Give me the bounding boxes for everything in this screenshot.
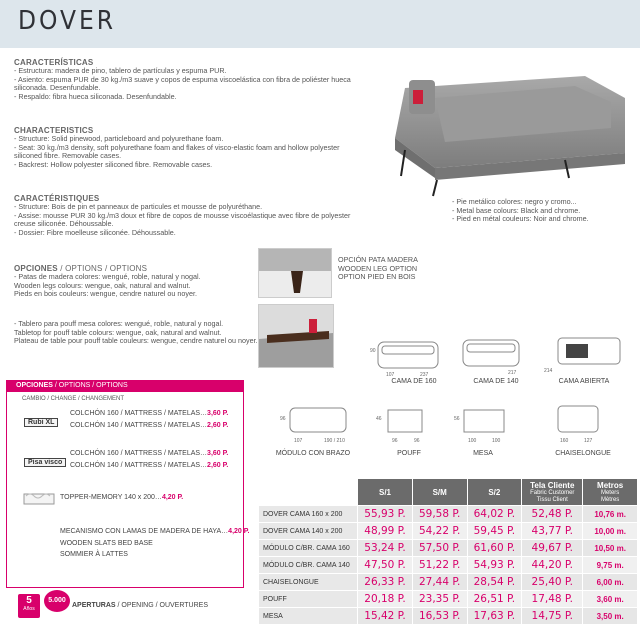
metal-legs-info — [452, 198, 589, 224]
table-row — [259, 574, 638, 591]
characteristics-es-heading: CARACTERÍSTICAS — [14, 58, 94, 67]
svg-text:46: 46 — [376, 416, 382, 422]
modulo-diagram — [280, 408, 346, 444]
caption-mesa: MESA — [473, 450, 493, 457]
mechanism-line: WOODEN SLATS BED BASE — [60, 540, 153, 547]
meters-cell: 10,50 m. — [583, 540, 638, 557]
char-fr-line: - Dossier: Fibre moelleuse siliconée. Déhoussable. — [14, 227, 176, 237]
row-name: MÓDULO C/BR. CAMA 160 — [259, 540, 358, 557]
svg-text:127: 127 — [584, 438, 593, 444]
table-row — [259, 608, 638, 625]
price-cell: 20,18 P. — [358, 591, 413, 608]
price-cell: 44,20 P. — [522, 557, 583, 574]
options-panel-title: OPCIONES / OPTIONS / OPTIONS — [6, 380, 244, 392]
tabletop-section — [14, 319, 258, 346]
wooden-leg-photo — [258, 248, 332, 298]
table-row — [259, 591, 638, 608]
metal-legs-line: - Metal base colours: Black and chrome. — [452, 205, 581, 215]
openings-badge: 5.000 — [44, 590, 70, 612]
characteristics-en — [14, 126, 374, 169]
svg-text:56: 56 — [454, 416, 460, 422]
char-es-line: - Respaldo: fibra hueca siliconada. Desenfundable. — [14, 91, 177, 101]
svg-text:217: 217 — [508, 370, 517, 376]
char-en-line: siliconed fibre. Removable cases. — [14, 151, 122, 161]
svg-text:96: 96 — [414, 438, 420, 444]
topper-mattress-icon — [22, 488, 56, 510]
mechanism-line: SOMMIER À LATTES — [60, 551, 128, 558]
price-cell: 59,58 P. — [412, 506, 467, 523]
price-cell: 16,53 P. — [412, 608, 467, 625]
price-cell: 64,02 P. — [467, 506, 522, 523]
svg-text:237: 237 — [420, 372, 429, 378]
sofa-photo — [375, 58, 633, 198]
char-fr-line: creuse siliconée. Déhoussable. — [14, 219, 114, 229]
price-cell: 28,54 P. — [467, 574, 522, 591]
price-cell: 54,93 P. — [467, 557, 522, 574]
row-name: MÓDULO C/BR. CAMA 140 — [259, 557, 358, 574]
char-es-line: siliconada. Desenfundable. — [14, 83, 101, 93]
price-cell: 59,45 P. — [467, 523, 522, 540]
characteristics-en-heading: CHARACTERISTICS — [14, 126, 94, 135]
mesa-diagram — [454, 410, 504, 444]
caption-pouff: POUFF — [397, 450, 421, 457]
characteristics-fr — [14, 194, 374, 237]
price-row: COLCHÓN 160 / MATTRESS / MATELAS…3,60 P. — [70, 450, 229, 457]
price-cell: 15,42 P. — [358, 608, 413, 625]
caption-cama-abierta: CAMA ABIERTA — [558, 378, 610, 385]
caption-cama-140: CAMA DE 140 — [473, 378, 519, 385]
meters-cell: 3,60 m. — [583, 591, 638, 608]
svg-text:100: 100 — [492, 438, 501, 444]
characteristics-fr-heading: CARACTÉRISTIQUES — [14, 194, 100, 203]
char-fr-line: - Assise: mousse PUR 30 kg./m3 doux et fibre de copos de mousse viscoélastique avec fibre de polyester — [14, 210, 351, 220]
price-cell: 52,48 P. — [522, 506, 583, 523]
price-cell: 26,51 P. — [467, 591, 522, 608]
caption-modulo: MÓDULO CON BRAZO — [275, 450, 351, 457]
price-cell: 14,75 P. — [522, 608, 583, 625]
legs-option-line: - Patas de madera colores: wengué, roble, natural y nogal. — [14, 272, 201, 281]
legs-option-line: Pieds en bois couleurs: wengue, cendre naturel ou noyer. — [14, 289, 197, 299]
svg-text:160: 160 — [560, 438, 569, 444]
char-fr-line: - Structure: Bois de pin et panneaux de particules et mousse de polyuréthane. — [14, 202, 263, 211]
wooden-leg-icon — [259, 249, 331, 297]
price-cell: 53,24 P. — [358, 540, 413, 557]
meters-cell: 9,75 m. — [583, 557, 638, 574]
char-en-line: - Seat: 30 kg./m3 density, soft polyurethane foam and flakes of visco-elastic foam and hollow polyester — [14, 142, 340, 152]
chaiselongue-diagram — [558, 406, 598, 444]
price-cell: 51,22 P. — [412, 557, 467, 574]
price-row: COLCHÓN 160 / MATTRESS / MATELAS…3,60 P. — [70, 410, 229, 417]
topper-row: TOPPER-MEMORY 140 x 200…4,20 P. — [60, 494, 184, 501]
pouff-table-icon — [259, 305, 333, 367]
wood-leg-option-caption — [338, 256, 418, 282]
legs-option-line: Wooden legs colours: wengue, oak, natural and walnut. — [14, 280, 191, 290]
options-section — [14, 264, 254, 299]
page-title: DOVER — [18, 6, 116, 36]
mechanism-row: MECANISMO CON LAMAS DE MADERA DE HAYA…4,20 P. — [60, 528, 250, 535]
wood-leg-line: WOODEN LEG OPTION — [338, 263, 418, 273]
row-name: CHAISELONGUE — [259, 574, 358, 591]
price-table — [258, 478, 638, 625]
tabletop-line: - Tablero para pouff mesa colores: wengué, roble, natural y nogal. — [14, 319, 224, 328]
svg-text:107: 107 — [386, 372, 395, 378]
price-cell: 17,48 P. — [522, 591, 583, 608]
row-name: DOVER CAMA 160 x 200 — [259, 506, 358, 523]
price-cell: 26,33 P. — [358, 574, 413, 591]
cama-140-diagram — [463, 340, 519, 376]
price-cell: 57,50 P. — [412, 540, 467, 557]
price-cell: 23,35 P. — [412, 591, 467, 608]
svg-text:96: 96 — [280, 416, 286, 422]
warranty-badge: 5 Años — [18, 594, 40, 618]
cama-160-diagram — [370, 342, 438, 378]
options-heading: OPCIONES / OPTIONS / OPTIONS — [14, 264, 148, 273]
meters-cell: 3,50 m. — [583, 608, 638, 625]
col-s2: S/2 — [467, 479, 522, 506]
col-s1: S/1 — [358, 479, 413, 506]
caption-chaiselongue: CHAISELONGUE — [555, 450, 611, 457]
row-name: DOVER CAMA 140 x 200 — [259, 523, 358, 540]
tabletop-line: Tabletop for pouff table colours: wengue, oak, natural and walnut. — [14, 327, 222, 337]
price-cell: 54,22 P. — [412, 523, 467, 540]
price-cell: 17,63 P. — [467, 608, 522, 625]
price-row: COLCHÓN 140 / MATTRESS / MATELAS…2,60 P. — [70, 422, 229, 429]
price-cell: 49,67 P. — [522, 540, 583, 557]
openings-label: APERTURAS / OPENING / OUVERTURES — [72, 602, 209, 609]
characteristics-es — [14, 58, 374, 101]
svg-text:100: 100 — [468, 438, 477, 444]
svg-text:107: 107 — [294, 438, 303, 444]
price-table-header — [259, 479, 638, 506]
metal-legs-line: - Pie metálico colores: negro y cromo... — [452, 197, 577, 206]
col-client: Tela Cliente Fabric Customer Tissu Client — [522, 479, 583, 506]
col-meters: Metros Meters Mètres — [583, 479, 638, 506]
wood-leg-line: OPCIÓN PATA MADERA — [338, 255, 418, 264]
meters-cell: 6,00 m. — [583, 574, 638, 591]
char-es-line: - Asiento: espuma PUR de 30 kg./m3 suave y copos de espuma viscoelástica con fibra de poliéster hueca — [14, 74, 351, 84]
row-name: MESA — [259, 608, 358, 625]
table-row — [259, 557, 638, 574]
table-row — [259, 523, 638, 540]
price-row: COLCHÓN 140 / MATTRESS / MATELAS…2,60 P. — [70, 462, 229, 469]
row-name: POUFF — [259, 591, 358, 608]
pouff-diagram — [376, 410, 422, 444]
tabletop-line: Plateau de table pour pouff table couleurs: wengue, cendre naturel ou noyer. — [14, 336, 258, 346]
table-row — [259, 506, 638, 523]
svg-text:190 / 210: 190 / 210 — [324, 438, 345, 444]
tabletop-photo — [258, 304, 334, 368]
price-cell: 55,93 P. — [358, 506, 413, 523]
svg-text:214: 214 — [544, 368, 553, 374]
wood-leg-line: OPTION PIED EN BOIS — [338, 272, 416, 282]
char-es-line: - Estructura: madera de pino, tablero de partículas y espuma PUR. — [14, 66, 227, 75]
svg-text:96: 96 — [392, 438, 398, 444]
meters-cell: 10,00 m. — [583, 523, 638, 540]
table-row — [259, 540, 638, 557]
price-cell: 48,99 P. — [358, 523, 413, 540]
price-cell: 47,50 P. — [358, 557, 413, 574]
change-label: CAMBIO / CHANGE / CHANGEMENT — [22, 396, 125, 402]
price-cell: 25,40 P. — [522, 574, 583, 591]
char-en-line: - Structure: Solid pinewood, particleboard and polyurethane foam. — [14, 134, 224, 143]
cama-abierta-diagram — [544, 338, 620, 374]
rubi-xl-tag: Rubi XL — [24, 418, 58, 427]
caption-cama-160: CAMA DE 160 — [391, 378, 437, 385]
meters-cell: 10,76 m. — [583, 506, 638, 523]
dimension-diagrams-row2 — [258, 400, 638, 446]
char-en-line: - Backrest: Hollow polyester siliconed fibre. Removable cases. — [14, 159, 213, 169]
svg-text:90: 90 — [370, 348, 376, 354]
price-cell: 43,77 P. — [522, 523, 583, 540]
metal-legs-line: - Pied en métal couleurs: Noir and chrome. — [452, 214, 589, 224]
pisa-visco-tag: Pisa visco — [24, 458, 66, 467]
price-cell: 61,60 P. — [467, 540, 522, 557]
col-sm: S/M — [412, 479, 467, 506]
price-cell: 27,44 P. — [412, 574, 467, 591]
